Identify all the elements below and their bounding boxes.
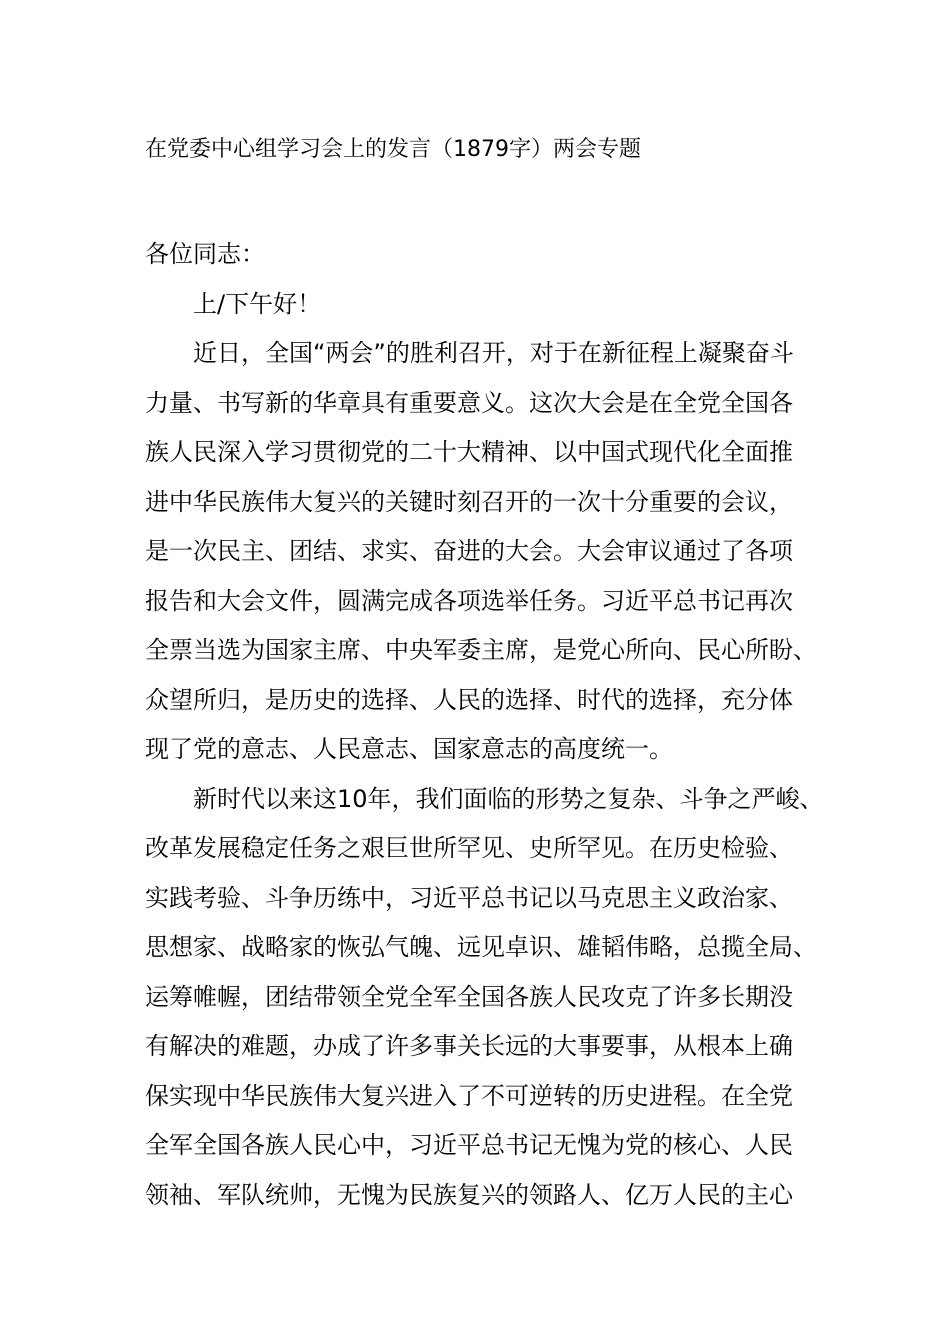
body-line: 领袖、军队统帅，无愧为民族复兴的领路人、亿万人民的主心 <box>145 1180 793 1209</box>
body-line: 力量、书写新的华章具有重要意义。这次大会是在全党全国各 <box>145 388 793 417</box>
body-line: 运筹帷幄，团结带领全党全军全国各族人民攻克了许多长期没 <box>145 982 793 1011</box>
body-line: 上/下午好！ <box>145 289 322 318</box>
document-title: 在党委中心组学习会上的发言（1879字）两会专题 <box>145 137 641 162</box>
body-line: 各位同志： <box>145 240 265 268</box>
body-line: 有解决的难题，办成了许多事关长远的大事要事，从根本上确 <box>145 1032 793 1060</box>
body-line: 保实现中华民族伟大复兴进入了不可逆转的历史进程。在全党 <box>145 1081 793 1110</box>
body-line: 思想家、战略家的恢弘气魄、远见卓识、雄韬伟略，总揽全局、 <box>145 933 817 961</box>
body-line: 现了党的意志、人民意志、国家意志的高度统一。 <box>145 735 673 763</box>
body-line: 全军全国各族人民心中，习近平总书记无愧为党的核心、人民 <box>145 1131 793 1159</box>
body-line: 全票当选为国家主席、中央军委主席，是党心所向、民心所盼、 <box>145 636 817 664</box>
body-line: 报告和大会文件，圆满完成各项选举任务。习近平总书记再次 <box>145 586 793 615</box>
document-body <box>145 230 825 1220</box>
body-line: 是一次民主、团结、求实、奋进的大会。大会审议通过了各项 <box>145 537 793 565</box>
body-line: 族人民深入学习贯彻党的二十大精神、以中国式现代化全面推 <box>145 438 793 466</box>
body-line: 近日，全国“两会”的胜利召开，对于在新征程上凝聚奋斗 <box>145 339 794 367</box>
body-line: 新时代以来这10年，我们面临的形势之复杂、斗争之严峻、 <box>145 784 824 813</box>
body-line: 进中华民族伟大复兴的关键时刻召开的一次十分重要的会议， <box>145 487 793 516</box>
body-line: 众望所归，是历史的选择、人民的选择、时代的选择，充分体 <box>145 685 793 714</box>
body-line: 实践考验、斗争历练中，习近平总书记以马克思主义政治家、 <box>145 883 793 912</box>
body-line: 改革发展稳定任务之艰巨世所罕见、史所罕见。在历史检验、 <box>145 834 793 862</box>
